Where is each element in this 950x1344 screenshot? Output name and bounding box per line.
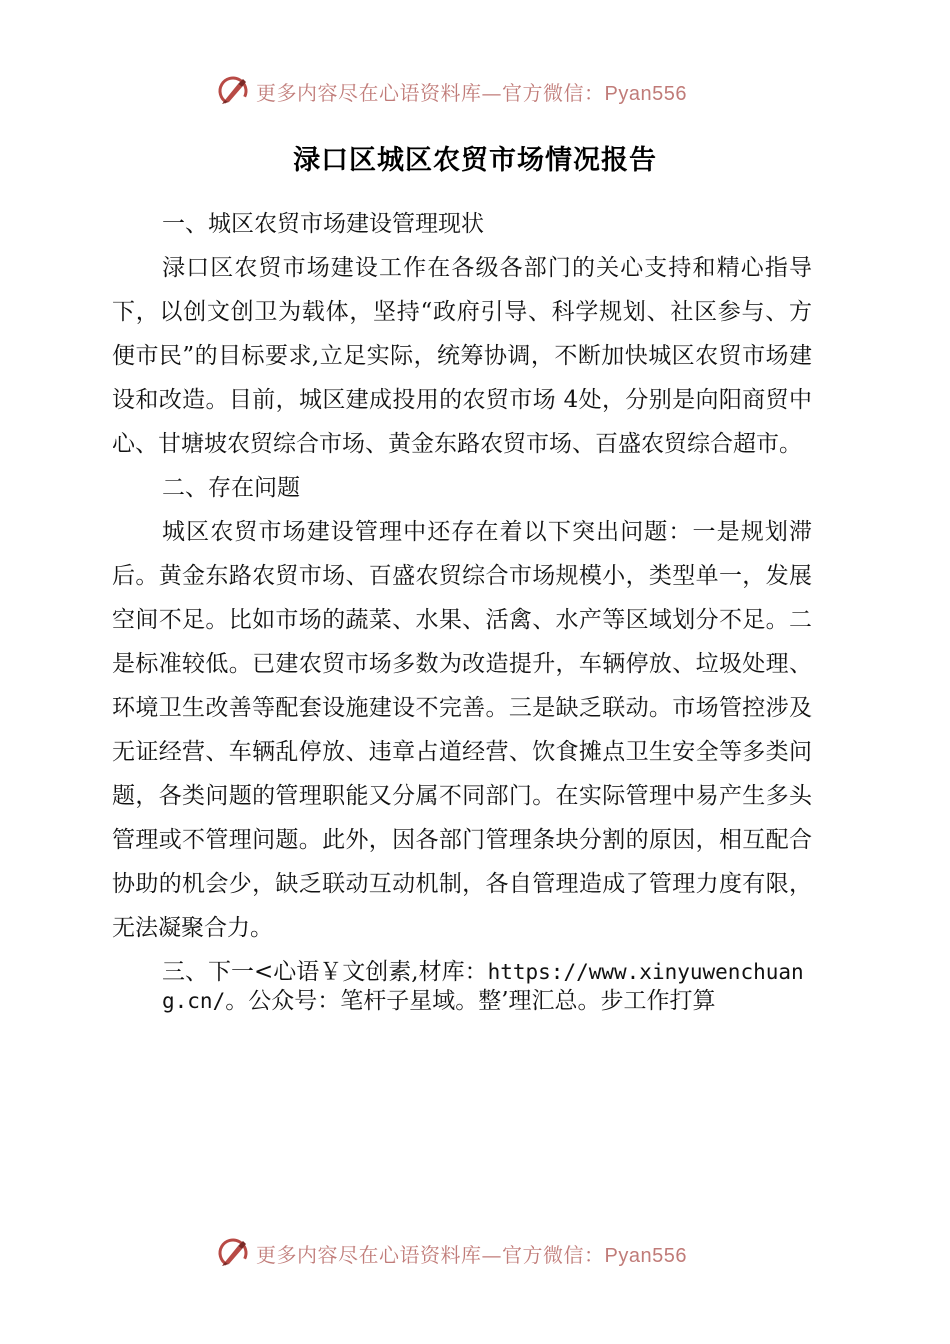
header-watermark <box>216 72 687 110</box>
section-paragraph-2: 城区农贸市场建设管理中还存在着以下突出问题：一是规划滞后。黄金东路农贸市场、百盛农贸综合市场规模小，类型单一，发展空间不足。比如市场的蔬菜、水果、活禽、水产等区域划分不足。二是标准较低。已建农贸市场多数为改造提升，车辆停放、垃圾处理、环境卫生改善等配套设施建设不完善。三是缺乏联动。市场管控涉及无证经营、车辆乱停放、违章占道经营、饮食摊点卫生安全等多类问题，各类问题的管理职能又分属不同部门。在实际管理中易产生多头管理或不管理问题。此外，因各部门管理条块分割的原因，相互配合协助的机会少，缺乏联动互动机制，各自管理造成了管理力度有限，无法凝聚合力。 <box>112 519 812 941</box>
footer-watermark <box>216 1234 687 1272</box>
section-paragraph-1: 渌口区农贸市场建设工作在各级各部门的关心支持和精心指导下，以创文创卫为载体，坚持“政府引导、科学规划、社区参与、方便市民”的目标要求,立足实际，统筹协调，不断加快城区农贸市场建设和改造。目前，城区建成投用的农贸市场 4处，分别是向阳商贸中心、甘塘坡农贸综合市场、黄金东路农贸市场、百盛农贸综合超市。 <box>112 255 812 457</box>
pen-logo-icon <box>216 1236 250 1270</box>
watermark-text: 更多内容尽在心语资料库—官方微信：Pyan556 <box>256 1242 687 1267</box>
pen-logo-icon <box>216 74 250 108</box>
section-heading-1: 一、城区农贸市场建设管理现状 <box>162 211 484 237</box>
section-heading-2: 二、存在问题 <box>162 475 300 501</box>
document-body <box>112 202 812 1016</box>
section-heading-3: 三、下一<心语￥文创素,材库：https://www.xinyuwenchuang.cn/。公众号：笔杆子星域。整’理汇总。步工作打算 <box>162 959 804 1014</box>
document-title: 渌口区城区农贸市场情况报告 <box>293 145 657 176</box>
watermark-text: 更多内容尽在心语资料库—官方微信：Pyan556 <box>256 80 687 105</box>
